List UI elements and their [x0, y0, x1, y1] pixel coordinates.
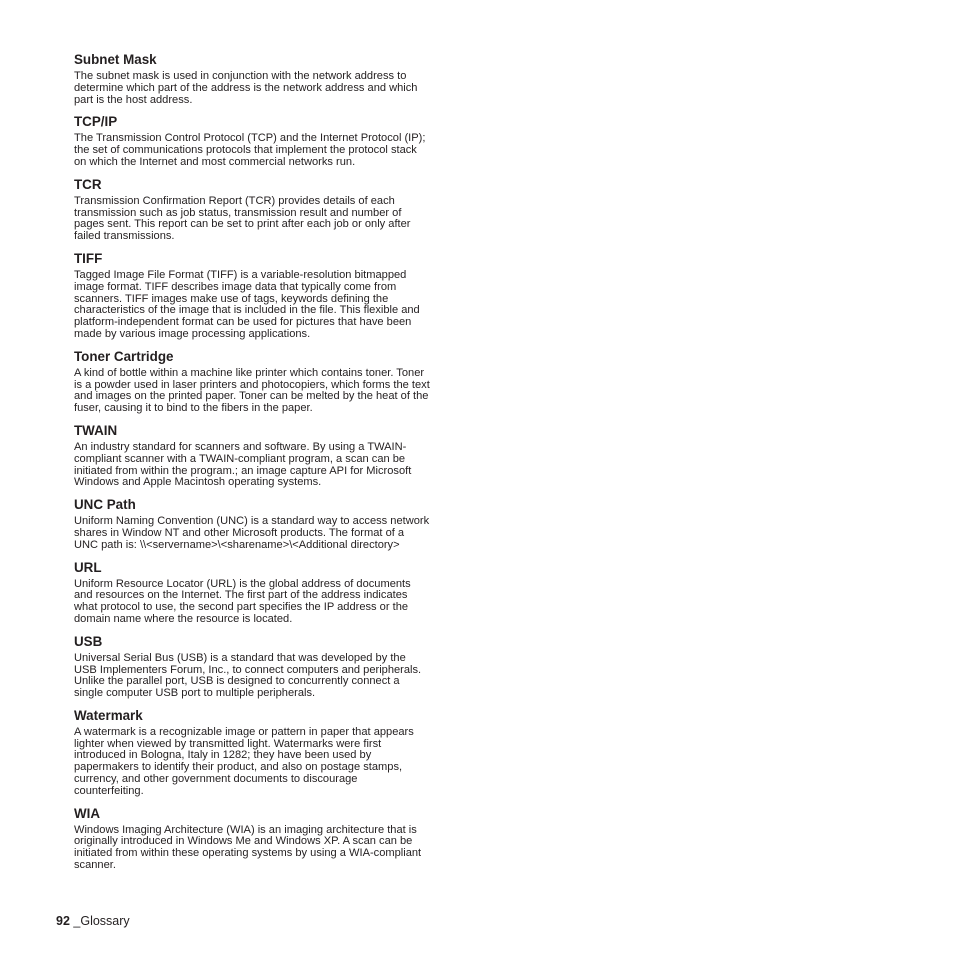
glossary-term: Toner Cartridge: [74, 348, 174, 364]
glossary-definition: A watermark is a recognizable image or pattern in paper that appears lighter when viewed by transmitted light. Watermarks were first introduced in Bologna, Italy in 1282; they have been used by papermakers to identify their product, and also on postage stamps, currency, and other government documents to discourage counterfeiting.: [74, 725, 414, 797]
glossary-term: UNC Path: [74, 497, 136, 513]
glossary-entry-subnet-mask: [74, 52, 450, 106]
glossary-definition: The subnet mask is used in conjunction with the network address to determine which part of the address is the network address and which part is the host address.: [74, 70, 418, 106]
glossary-entry-watermark: [74, 708, 450, 798]
glossary-term: TIFF: [74, 250, 103, 266]
glossary-term: USB: [74, 633, 103, 649]
glossary-entry-wia: [74, 806, 450, 872]
glossary-term: TWAIN: [74, 422, 118, 438]
glossary-definition: Uniform Resource Locator (URL) is the global address of documents and resources on the Internet. The first part of the address indicates what protocol to use, the second part specifies the IP address or the domain name where the resource is located.: [74, 577, 411, 625]
glossary-definition: Windows Imaging Architecture (WIA) is an imaging architecture that is originally introduced in Windows Me and Windows XP. A scan can be initiated from within these operating systems by using a WIA-compliant scanner.: [74, 823, 422, 872]
glossary-entry-toner-cartridge: [74, 349, 450, 415]
glossary-definition: Uniform Naming Convention (UNC) is a standard way to access network shares in Window NT and other Microsoft products. The format of a UNC path is: \\<servername>\<sharename>\<Additional directory>: [74, 515, 430, 551]
glossary-definition: Tagged Image File Format (TIFF) is a variable-resolution bitmapped image format. TIFF describes image data that typically come from scanners. TIFF images make use of tags, keywords defining the characteristics of the image that is included in the file. This flexible and platform-independent format can be used for pictures that have been made by various image processing applications.: [74, 268, 420, 340]
glossary-column: [74, 52, 450, 880]
glossary-entry-twain: [74, 423, 450, 489]
glossary-term: Subnet Mask: [74, 52, 157, 67]
glossary-term: URL: [74, 559, 102, 575]
glossary-term: Watermark: [74, 707, 143, 723]
glossary-definition: Universal Serial Bus (USB) is a standard that was developed by the USB Implementers Forum, Inc., to connect computers and peripherals. Unlike the parallel port, USB is designed to concurrently connect a single computer USB port to multiple peripherals.: [74, 651, 422, 700]
page-footer: [56, 913, 130, 929]
glossary-entry-tcp-ip: [74, 114, 450, 168]
glossary-definition: The Transmission Control Protocol (TCP) and the Internet Protocol (IP); the set of communications protocols that implement the protocol stack on which the Internet and most commercial networks run.: [74, 132, 426, 168]
glossary-term: TCR: [74, 176, 102, 192]
glossary-entry-usb: [74, 634, 450, 700]
glossary-entry-unc-path: [74, 497, 450, 551]
glossary-definition: A kind of bottle within a machine like printer which contains toner. Toner is a powder used in laser printers and photocopiers, which forms the text and images on the printed paper. Toner can be melted by the heat of the fuser, causing it to bind to the fibers in the paper.: [74, 366, 430, 415]
glossary-entry-tiff: [74, 251, 450, 341]
glossary-term: WIA: [74, 805, 101, 821]
glossary-term: TCP/IP: [74, 114, 118, 130]
glossary-definition: An industry standard for scanners and software. By using a TWAIN- compliant scanner with a TWAIN-compliant program, a scan can be initiated from within the program.; an image capture API for Microsoft Windows and Apple Macintosh operating systems.: [74, 440, 412, 489]
glossary-entry-url: [74, 560, 450, 626]
footer-section-label: _Glossary: [73, 914, 130, 928]
page-number: 92: [56, 914, 70, 928]
glossary-entry-tcr: [74, 177, 450, 243]
glossary-definition: Transmission Confirmation Report (TCR) provides details of each transmission such as job status, transmission result and number of pages sent. This report can be set to print after each job or only after failed transmissions.: [74, 194, 411, 243]
